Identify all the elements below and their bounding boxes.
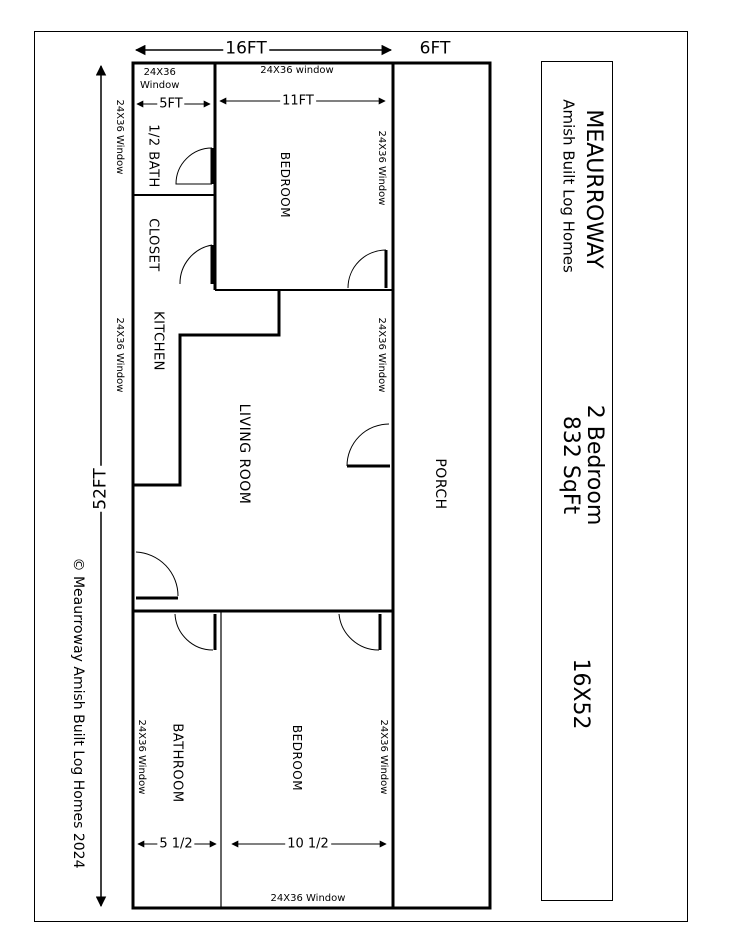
door-bedroom2 (339, 614, 380, 650)
dim-width-label: 16FT (225, 38, 267, 59)
window-label-bedroom1-right: 24X36 Window (376, 130, 387, 206)
window-label-left-bath: 24X36 Window (114, 99, 125, 175)
room-label-bedroom1: BEDROOM (278, 151, 292, 219)
room-label-bathroom: BATHROOM (169, 723, 185, 803)
room-label-living-room: LIVING ROOM (236, 403, 252, 505)
dim-porch-label: 6FT (419, 38, 451, 59)
door-closet (180, 245, 212, 284)
title-brand: MEAURROWAY (581, 109, 606, 269)
room-label-closet: CLOSET (145, 218, 161, 272)
window-label-top-bedroom: 24X36 window (260, 65, 334, 76)
window-label-living-right: 24X36 Window (376, 317, 387, 393)
window-label-bottom: 24X36 Window (270, 893, 346, 904)
title-subtitle: Amish Built Log Homes (559, 99, 578, 273)
title-bedrooms: 2 Bedroom (582, 404, 607, 526)
door-bathroom (175, 614, 215, 650)
door-bedroom1 (348, 250, 386, 288)
door-half-bath (176, 148, 212, 184)
title-sqft: 832 SqFt (558, 415, 583, 515)
window-label-bathroom-left: 24X36 Window (136, 719, 147, 795)
room-label-half-bath: 1/2 BATH (145, 124, 161, 188)
window-label-bedroom2-right: 24X36 Window (378, 719, 389, 795)
door-back (136, 552, 178, 598)
dim-bathroom-label: 5 1/2 (159, 836, 193, 852)
door-front (347, 424, 390, 466)
window-label-left-kitchen: 24X36 Window (114, 317, 125, 393)
room-label-porch: PORCH (432, 458, 448, 510)
room-label-kitchen: KITCHEN (150, 311, 166, 371)
dim-halfbath-label: 5FT (159, 96, 183, 112)
dim-bedroom1-label: 11FT (282, 93, 314, 109)
room-label-bedroom2: BEDROOM (290, 724, 304, 792)
dim-length-label: 52FT (90, 468, 111, 510)
window-label-top-left: 24X36 Window (140, 67, 180, 91)
copyright-text: © Meaurroway Amish Built Log Homes 2024 (70, 557, 86, 869)
dim-bedroom2-label: 10 1/2 (287, 836, 329, 852)
title-size: 16X52 (568, 658, 593, 730)
